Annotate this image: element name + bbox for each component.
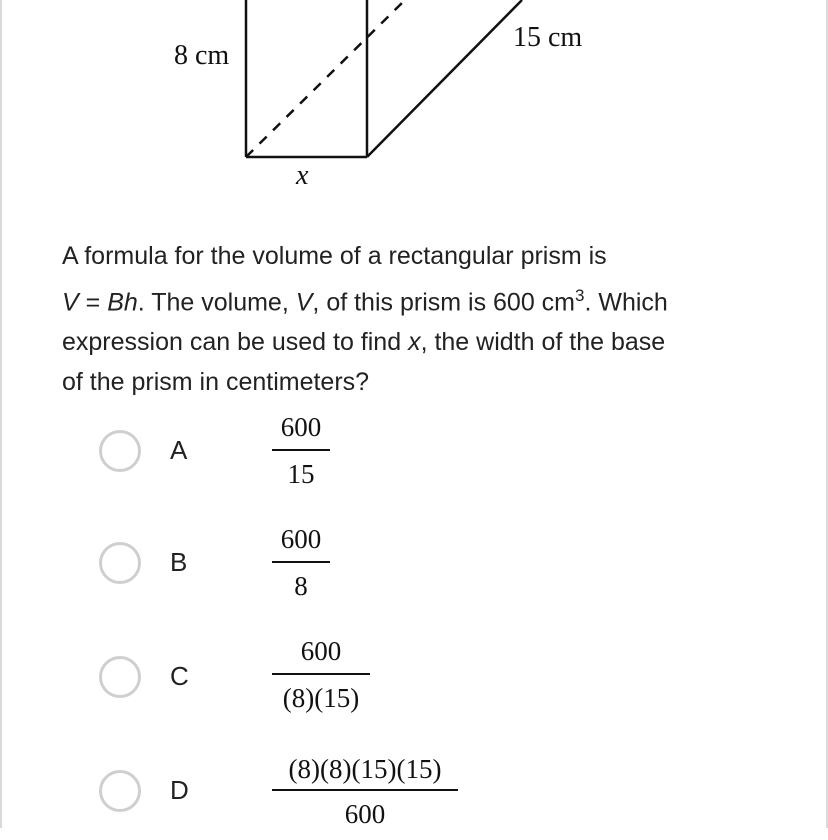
choice-c[interactable] — [0, 636, 828, 726]
question-line-4: of the prism in centimeters? — [62, 368, 370, 397]
choice-b[interactable] — [0, 522, 828, 612]
choice-d[interactable] — [0, 750, 828, 840]
radio-button[interactable] — [99, 656, 141, 698]
choice-a[interactable] — [0, 410, 828, 500]
fraction — [272, 524, 330, 602]
var-v: V — [62, 288, 79, 317]
numerator: 600 — [280, 412, 322, 442]
choice-letter: B — [170, 547, 188, 577]
fraction-bar — [272, 789, 458, 791]
question-line-2 — [62, 276, 762, 322]
fraction — [272, 636, 370, 714]
question-text-fragment: . The volume, — [137, 288, 296, 317]
radio-button[interactable] — [99, 430, 141, 472]
fraction — [272, 412, 330, 490]
question-text-fragment: , the width of the base — [420, 328, 666, 357]
width-label: x — [296, 160, 309, 191]
fraction-bar — [272, 673, 370, 675]
radio-button[interactable] — [99, 542, 141, 584]
var-bh: Bh — [107, 288, 138, 317]
var-x: x — [408, 328, 421, 357]
numerator: (8)(8)(15)(15) — [288, 754, 442, 784]
question-text-fragment: , of this prism is 600 cm — [312, 288, 575, 317]
numerator: 600 — [300, 636, 342, 666]
var-v: V — [295, 288, 313, 317]
prism-hidden-edge — [246, 0, 405, 157]
exponent: 3 — [575, 286, 585, 305]
equals-sign: = — [78, 288, 108, 317]
question-text-fragment: . Which — [584, 288, 668, 317]
prism-drawing — [0, 0, 828, 200]
choice-letter: A — [170, 435, 188, 465]
length-label: 15 cm — [513, 22, 583, 53]
choice-letter: C — [170, 661, 189, 691]
question-line-1: A formula for the volume of a rectangular prism is — [62, 242, 607, 270]
fraction — [272, 754, 458, 830]
question-text-fragment: expression can be used to find — [62, 328, 409, 357]
prism-figure — [0, 0, 828, 200]
denominator: (8)(15) — [282, 683, 360, 713]
radio-button[interactable] — [99, 770, 141, 812]
fraction-bar — [272, 561, 330, 563]
denominator: 8 — [294, 571, 308, 601]
question-text — [62, 236, 762, 402]
numerator: 600 — [280, 524, 322, 554]
question-line-3 — [62, 322, 762, 362]
fraction-bar — [272, 449, 330, 451]
height-label: 8 cm — [174, 40, 230, 71]
denominator: 600 — [344, 799, 386, 829]
choice-letter: D — [170, 775, 189, 805]
denominator: 15 — [287, 459, 315, 489]
prism-depth-edge — [367, 0, 522, 157]
